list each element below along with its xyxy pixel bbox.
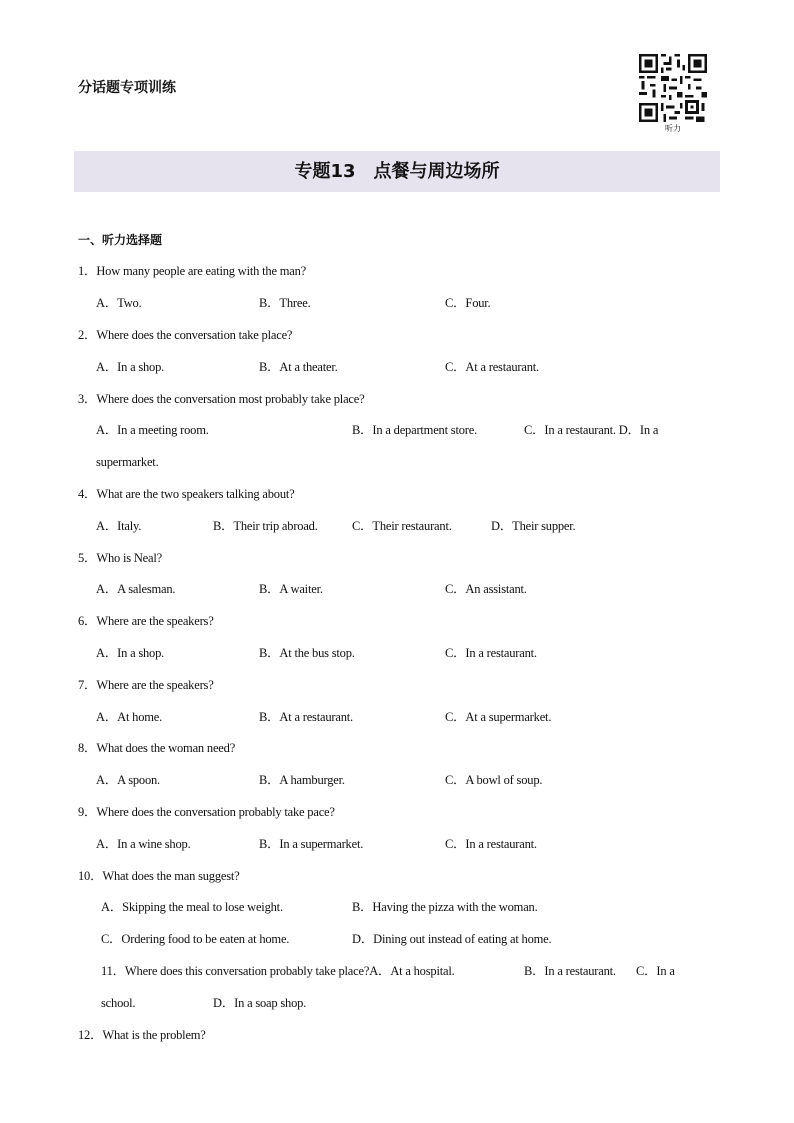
- option-11b: B．In a restaurant.: [524, 964, 616, 978]
- option-1a: A．Two.: [96, 296, 142, 310]
- worksheet-series-label: 分话题专项训练: [78, 80, 176, 96]
- option-4d: D．Their supper.: [491, 519, 576, 533]
- qr-caption: 听力: [665, 124, 681, 133]
- question-1: 1．How many people are eating with the man?: [78, 264, 306, 278]
- option-3d-cont: supermarket.: [96, 455, 159, 469]
- option-4b: B．Their trip abroad.: [213, 519, 318, 533]
- option-7c: C．At a supermarket.: [445, 710, 552, 724]
- section-heading: 一、听力选择题: [78, 233, 163, 247]
- question-11: 11．Where does this conversation probably take place?A．At a hospital.: [101, 964, 455, 978]
- option-2a: A．In a shop.: [96, 360, 165, 374]
- option-1c: C．Four.: [445, 296, 491, 310]
- question-12: 12．What is the problem?: [78, 1028, 206, 1042]
- option-3a: A．In a meeting room.: [96, 423, 209, 437]
- qr-code-icon: [639, 54, 707, 122]
- option-1b: B．Three.: [259, 296, 311, 310]
- question-2: 2．Where does the conversation take place?: [78, 328, 293, 342]
- option-2b: B．At a theater.: [259, 360, 338, 374]
- option-2c: C．At a restaurant.: [445, 360, 539, 374]
- option-5a: A．A salesman.: [96, 582, 176, 596]
- question-4: 4．What are the two speakers talking about?: [78, 487, 295, 501]
- option-9a: A．In a wine shop.: [96, 837, 191, 851]
- option-6a: A．In a shop.: [96, 646, 165, 660]
- option-9c: C．In a restaurant.: [445, 837, 537, 851]
- question-8: 8．What does the woman need?: [78, 741, 236, 755]
- option-6c: C．In a restaurant.: [445, 646, 537, 660]
- option-11d: D．In a soap shop.: [213, 996, 307, 1010]
- option-3c: C．In a restaurant. D．In a: [524, 423, 659, 437]
- option-10a: A．Skipping the meal to lose weight.: [101, 900, 283, 914]
- option-11c: C．In a: [636, 964, 675, 978]
- option-7a: A．At home.: [96, 710, 163, 724]
- option-5c: C．An assistant.: [445, 582, 527, 596]
- question-9: 9．Where does the conversation probably take pace?: [78, 805, 335, 819]
- option-8c: C．A bowl of soup.: [445, 773, 543, 787]
- option-7b: B．At a restaurant.: [259, 710, 353, 724]
- option-3b: B．In a department store.: [352, 423, 478, 437]
- option-5b: B．A waiter.: [259, 582, 323, 596]
- option-10d: D．Dining out instead of eating at home.: [352, 932, 552, 946]
- option-10b: B．Having the pizza with the woman.: [352, 900, 538, 914]
- option-6b: B．At the bus stop.: [259, 646, 355, 660]
- question-7: 7．Where are the speakers?: [78, 678, 214, 692]
- question-6: 6．Where are the speakers?: [78, 614, 214, 628]
- qr-code: [639, 54, 707, 134]
- option-4c: C．Their restaurant.: [352, 519, 452, 533]
- question-3: 3．Where does the conversation most probably take place?: [78, 392, 365, 406]
- question-5: 5．Who is Neal?: [78, 551, 162, 565]
- question-10: 10．What does the man suggest?: [78, 869, 240, 883]
- option-11c-cont: school.: [101, 996, 136, 1010]
- option-8b: B．A hamburger.: [259, 773, 345, 787]
- option-4a: A．Italy.: [96, 519, 142, 533]
- topic-title: 专题13 点餐与周边场所: [74, 151, 720, 192]
- option-9b: B．In a supermarket.: [259, 837, 364, 851]
- option-8a: A．A spoon.: [96, 773, 160, 787]
- option-10c: C．Ordering food to be eaten at home.: [101, 932, 290, 946]
